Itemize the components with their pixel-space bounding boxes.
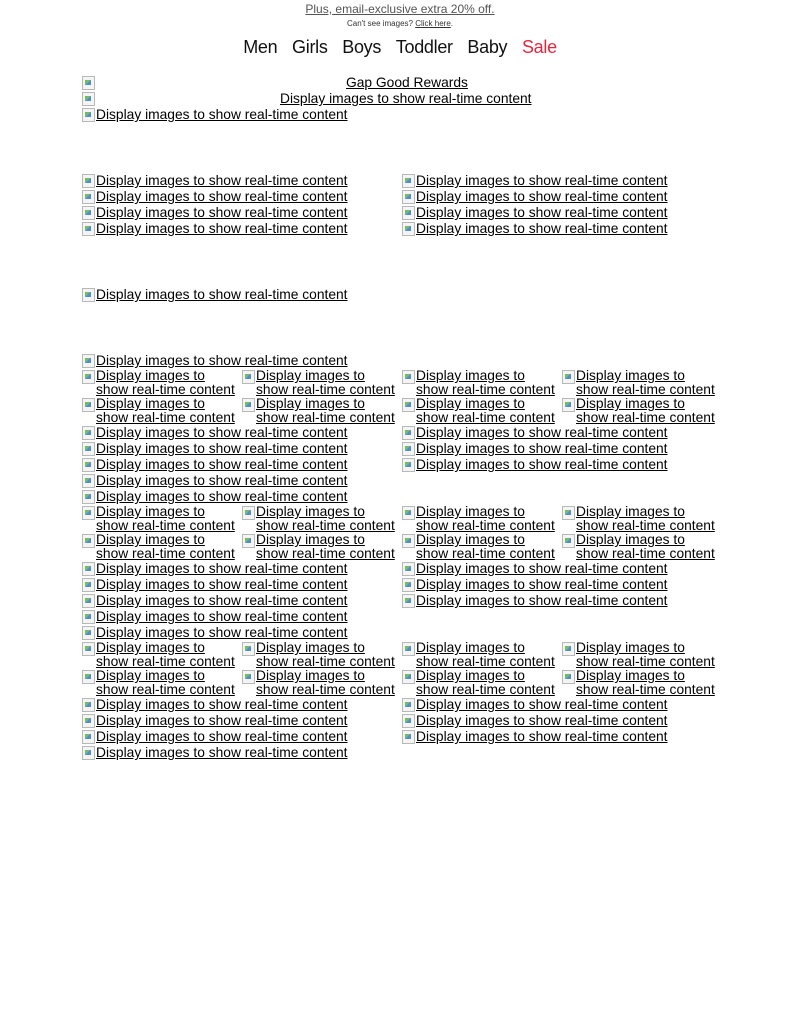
product-image-placeholder[interactable] [80,729,348,745]
image-alt-text[interactable]: Display images to show real-time content [576,532,715,561]
nav-sale[interactable]: Sale [521,37,557,57]
category-nav [0,36,800,58]
product-image-placeholder[interactable] [400,425,668,441]
broken-image-icon [80,173,96,188]
product-image-placeholder[interactable] [80,107,348,123]
broken-image-icon [80,397,96,412]
broken-image-icon [400,641,416,656]
product-image-placeholder[interactable] [560,505,720,533]
product-image-placeholder[interactable] [400,189,668,205]
broken-image-icon [80,75,96,90]
image-alt-text[interactable]: Display images to show real-time content [416,504,555,533]
image-alt-text[interactable]: Display images to show real-time content [416,668,555,697]
broken-image-icon [80,189,96,204]
image-alt-text[interactable]: Display images to show real-time content [96,173,348,188]
image-alt-text[interactable]: Display images to show real-time content [96,640,235,669]
product-image-placeholder[interactable] [240,505,400,533]
image-alt-text[interactable]: Display images to show real-time content [416,713,668,728]
nav-boys[interactable]: Boys [342,37,382,57]
product-image-placeholder[interactable] [80,221,348,237]
image-alt-text[interactable]: Display images to show real-time content [416,577,668,592]
image-alt-text[interactable]: Display images to show real-time content [96,107,348,122]
image-alt-text[interactable]: Display images to show real-time content [416,640,555,669]
product-image-placeholder[interactable] [80,441,348,457]
broken-image-icon [80,287,96,302]
product-image-placeholder[interactable] [240,533,400,561]
broken-image-icon [400,577,416,592]
broken-image-icon [400,369,416,384]
cant-see-text: Can't see images? [346,19,413,28]
broken-image-icon [80,593,96,608]
product-image-placeholder[interactable] [400,205,668,221]
broken-image-icon [80,533,96,548]
image-alt-text[interactable]: Display images to show real-time content [576,668,715,697]
product-image-placeholder[interactable] [560,369,720,397]
image-alt-text[interactable]: Display images to show real-time content [416,729,668,744]
broken-image-icon [80,641,96,656]
broken-image-icon [80,697,96,712]
product-image-placeholder[interactable] [80,533,240,561]
product-image-placeholder[interactable] [400,221,668,237]
product-image-placeholder[interactable] [80,189,348,205]
image-alt-text[interactable]: Display images to show real-time content [96,609,348,624]
image-alt-text[interactable]: Display images to show real-time content [96,221,348,236]
product-image-placeholder[interactable] [80,473,348,489]
broken-image-icon [80,745,96,760]
product-image-placeholder[interactable] [240,397,400,425]
image-alt-text[interactable]: Display images to show real-time content [576,504,715,533]
product-image-placeholder[interactable] [240,369,400,397]
broken-image-icon [400,729,416,744]
image-alt-text[interactable]: Display images to show real-time content [416,697,668,712]
image-alt-text[interactable]: Display images to show real-time content [96,745,348,760]
broken-image-icon [400,441,416,456]
broken-image-icon [80,107,96,122]
broken-image-icon [80,91,96,106]
image-alt-text[interactable]: Display images to show real-time content [96,577,348,592]
image-alt-text[interactable]: Display images to show real-time content [416,441,668,456]
image-alt-text[interactable]: Display images to show real-time content [576,368,715,397]
click-here-link[interactable]: Click here [415,19,451,28]
image-alt-text[interactable]: Display images to show real-time content [256,532,395,561]
image-alt-text[interactable]: Display images to show real-time content [416,532,555,561]
product-image-placeholder[interactable] [400,697,668,713]
broken-image-icon [400,189,416,204]
broken-image-icon [80,489,96,504]
header-image-broken[interactable] [80,91,96,107]
broken-image-icon [560,641,576,656]
broken-image-icon [560,369,576,384]
broken-image-icon [80,425,96,440]
image-alt-text[interactable]: Display images to show real-time content [416,205,668,220]
image-alt-text[interactable]: Display images to show real-time content [96,625,348,640]
email-promo-banner[interactable] [0,2,800,16]
product-image-placeholder[interactable] [80,505,240,533]
image-alt-text[interactable]: Display images to show real-time content [96,457,348,472]
product-image-placeholder[interactable] [400,533,560,561]
product-image-placeholder[interactable] [400,729,668,745]
image-alt-text[interactable]: Display images to show real-time content [96,713,348,728]
product-image-placeholder[interactable] [400,369,560,397]
image-alt-text[interactable]: Display images to show real-time content [96,532,235,561]
image-alt-text[interactable]: Display images to show real-time content [416,189,668,204]
broken-image-icon [80,221,96,236]
image-alt-text[interactable]: Display images to show real-time content [256,504,395,533]
nav-toddler[interactable]: Toddler [395,37,453,57]
product-image-placeholder[interactable] [80,577,348,593]
image-alt-text[interactable]: Display images to show real-time content [96,205,348,220]
broken-image-icon [80,561,96,576]
product-image-placeholder[interactable] [80,369,240,397]
cant-see-images-notice: Can't see images? Click here. [346,19,454,28]
image-alt-text[interactable]: Display images to show real-time content [96,441,348,456]
product-image-placeholder[interactable] [400,577,668,593]
nav-men[interactable]: Men [243,37,278,57]
broken-image-icon [560,533,576,548]
product-image-placeholder[interactable] [400,505,560,533]
broken-image-icon [560,669,576,684]
broken-image-icon [400,205,416,220]
image-alt-text[interactable]: Display images to show real-time content [416,396,555,425]
image-alt-text[interactable]: Display images to show real-time content [416,593,668,608]
image-alt-text[interactable]: Display images to show real-time content [416,425,668,440]
broken-image-icon [80,205,96,220]
broken-image-icon [400,593,416,608]
broken-image-icon [80,441,96,456]
product-image-placeholder[interactable] [560,641,720,669]
image-alt-text[interactable]: Display images to show real-time content [416,368,555,397]
product-image-placeholder[interactable] [560,397,720,425]
image-alt-text[interactable]: Display images to show real-time content [96,396,235,425]
broken-image-icon [400,561,416,576]
realtime-content-link[interactable]: Display images to show real-time content [280,91,532,106]
image-alt-text[interactable]: Display images to show real-time content [256,396,395,425]
broken-image-icon [80,353,96,368]
image-alt-text[interactable]: Display images to show real-time content [416,221,668,236]
product-image-placeholder[interactable] [400,173,668,189]
image-alt-text[interactable]: Display images to show real-time content [96,287,348,302]
product-image-placeholder[interactable] [240,641,400,669]
product-image-placeholder[interactable] [400,561,668,577]
image-alt-text[interactable]: Display images to show real-time content [96,668,235,697]
product-image-placeholder[interactable] [80,625,348,641]
broken-image-icon [80,577,96,592]
image-alt-text[interactable]: Display images to show real-time content [576,396,715,425]
broken-image-icon [80,457,96,472]
product-image-placeholder[interactable] [80,489,348,505]
product-image-placeholder[interactable] [400,441,668,457]
product-image-placeholder[interactable] [400,593,668,609]
image-alt-text[interactable]: Display images to show real-time content [416,457,668,472]
image-alt-text[interactable]: Display images to show real-time content [96,561,348,576]
broken-image-icon [80,625,96,640]
broken-image-icon [400,221,416,236]
broken-image-icon [240,397,256,412]
broken-image-icon [400,713,416,728]
product-image-placeholder[interactable] [80,641,240,669]
product-image-placeholder[interactable] [80,697,348,713]
product-image-placeholder[interactable] [80,457,348,473]
broken-image-icon [80,505,96,520]
product-image-placeholder[interactable] [80,353,348,369]
product-image-placeholder[interactable] [400,641,560,669]
broken-image-icon [400,397,416,412]
product-image-placeholder[interactable] [560,669,720,697]
nav-baby[interactable]: Baby [467,37,508,57]
image-alt-text[interactable]: Display images to show real-time content [96,729,348,744]
image-alt-text[interactable]: Display images to show real-time content [256,668,395,697]
promo-link[interactable]: Plus, email-exclusive extra 20% off. [305,2,495,16]
broken-image-icon [240,505,256,520]
image-alt-text[interactable]: Display images to show real-time content [96,353,348,368]
broken-image-icon [80,609,96,624]
image-alt-text[interactable]: Display images to show real-time content [416,173,668,188]
broken-image-icon [400,669,416,684]
image-alt-text[interactable]: Display images to show real-time content [256,640,395,669]
product-image-placeholder[interactable] [80,205,348,221]
broken-image-icon [400,457,416,472]
broken-image-icon [80,669,96,684]
broken-image-icon [240,669,256,684]
broken-image-icon [80,473,96,488]
product-image-placeholder[interactable] [80,609,348,625]
image-alt-text[interactable]: Display images to show real-time content [96,504,235,533]
image-alt-text[interactable]: Display images to show real-time content [416,561,668,576]
broken-image-icon [240,369,256,384]
image-alt-text[interactable]: Display images to show real-time content [96,473,348,488]
product-image-placeholder[interactable] [80,425,348,441]
broken-image-icon [560,397,576,412]
broken-image-icon [400,173,416,188]
rewards-link[interactable]: Gap Good Rewards [346,75,468,90]
broken-image-icon [400,697,416,712]
nav-girls[interactable]: Girls [292,37,328,57]
product-image-placeholder[interactable] [400,397,560,425]
image-alt-text[interactable]: Display images to show real-time content [96,189,348,204]
product-image-placeholder[interactable] [400,669,560,697]
broken-image-icon [240,533,256,548]
image-alt-text[interactable]: Display images to show real-time content [96,697,348,712]
product-image-placeholder[interactable] [80,713,348,729]
product-image-placeholder[interactable] [400,713,668,729]
image-alt-text[interactable]: Display images to show real-time content [96,425,348,440]
product-image-placeholder[interactable] [80,561,348,577]
broken-image-icon [400,505,416,520]
broken-image-icon [80,729,96,744]
product-image-placeholder[interactable] [80,173,348,189]
broken-image-icon [80,369,96,384]
product-image-placeholder[interactable] [240,669,400,697]
image-alt-text[interactable]: Display images to show real-time content [96,489,348,504]
product-image-placeholder[interactable] [80,669,240,697]
broken-image-icon [400,425,416,440]
broken-image-icon [560,505,576,520]
product-image-placeholder[interactable] [400,457,668,473]
broken-image-icon [400,533,416,548]
broken-image-icon [240,641,256,656]
image-alt-text[interactable]: Display images to show real-time content [256,368,395,397]
image-alt-text[interactable]: Display images to show real-time content [96,368,235,397]
product-image-placeholder[interactable] [80,593,348,609]
image-alt-text[interactable]: Display images to show real-time content [576,640,715,669]
image-alt-text[interactable]: Display images to show real-time content [96,593,348,608]
product-image-placeholder[interactable] [80,397,240,425]
product-image-placeholder[interactable] [80,287,348,303]
product-image-placeholder[interactable] [80,745,348,761]
product-image-placeholder[interactable] [560,533,720,561]
logo-image-broken[interactable] [80,75,96,91]
broken-image-icon [80,713,96,728]
